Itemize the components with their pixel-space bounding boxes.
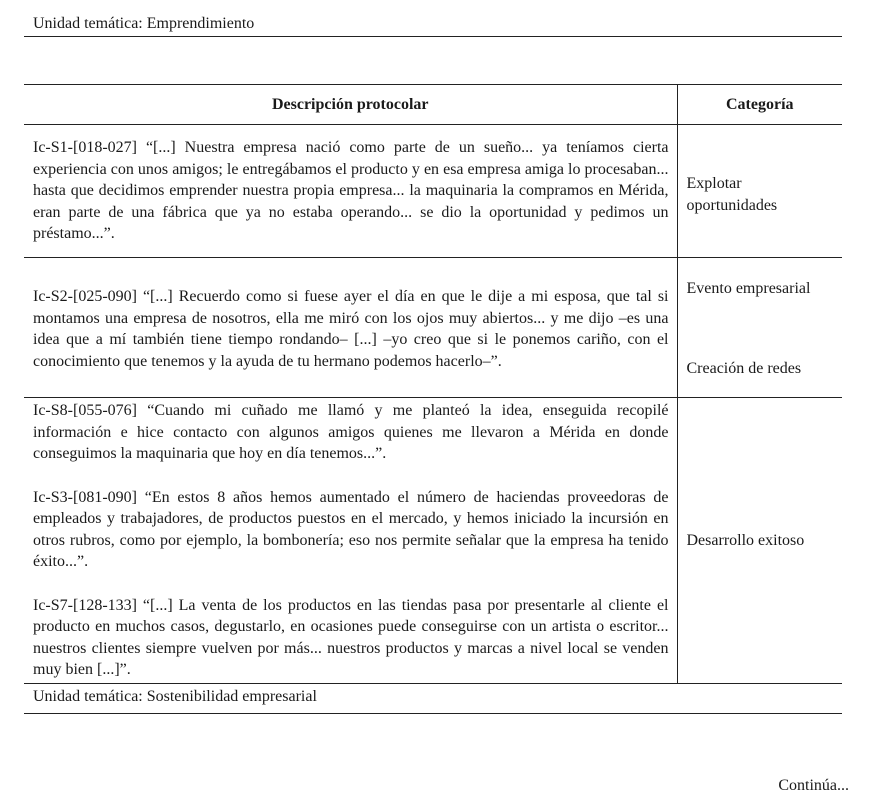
protocol-quote: Ic-S3-[081-090] “En estos 8 años hemos aumentado el número de haciendas proveedoras de empleados y trabajadores, de productos puestos en el mercado, y hemos iniciado la incursión en otros rubros, como por ejemplo, la bombonería; eso nos permite señalar que la empresa ha tenido éxito...”. [33, 488, 669, 570]
category-label: Creación de redes [686, 360, 802, 377]
protocol-quote: Ic-S7-[128-133] “[...] La venta de los productos en las tiendas pasa por presentarle al cliente el producto en muchos casos, degustarlo, en ocasiones puede conseguirse con un artista o escritor... nuestros clientes siempre vuelven por más... nuestros productos y marcas a nivel local se venden muy bien [...]”. [33, 596, 669, 678]
category-cell [677, 398, 842, 684]
category-cell [677, 125, 842, 258]
protocol-table [24, 84, 842, 684]
category-cell [677, 258, 842, 398]
description-cell [24, 125, 677, 258]
protocol-quote: Ic-S8-[055-076] “Cuando mi cuñado me llamó y me planteó la idea, enseguida recopilé información e hice contacto con algunos amigos quienes me llevaron a Mérida en donde conseguimos la maquinaria que hoy en día tenemos...”. [33, 402, 669, 462]
section-heading-emprendimiento: Unidad temática: Emprendimiento [24, 14, 842, 37]
category-label: Explotar oportunidades [686, 175, 778, 214]
continues-note: Continúa... [778, 777, 849, 794]
table-row [24, 125, 842, 258]
table-row [24, 258, 842, 398]
section-heading-sostenibilidad: Unidad temática: Sostenibilidad empresarial [24, 682, 842, 714]
category-label: Desarrollo exitoso [686, 531, 805, 549]
description-cell [24, 258, 677, 398]
category-label: Evento empresarial [686, 280, 811, 297]
table-header-row [24, 85, 842, 125]
description-cell [24, 398, 677, 684]
column-header-descripcion: Descripción protocolar [24, 85, 677, 125]
protocol-quote: Ic-S2-[025-090] “[...] Recuerdo como si fuese ayer el día en que le dije a mi esposa, que tal si montamos una empresa de nosotros, ella me miró con los ojos muy abiertos... y me dijo –es una idea que a mí también tiene tiempo rondando– [...] –yo creo que si le ponemos cariño, con el conocimiento que tenemos y la ayuda de tu hermano podemos hacerlo–”. [33, 288, 669, 370]
table-row [24, 398, 842, 684]
protocol-quote: Ic-S1-[018-027] “[...] Nuestra empresa nació como parte de un sueño... ya teníamos cierta experiencia con unos amigos; le entregábamos el producto y en esa empresa amiga lo procesaban... hasta que decidimos emprender nuestra propia empresa... la maquinaria la compramos en Mérida, eran parte de una fábrica que ya no estaba operando... se dio la oportunidad y pedimos un préstamo...”. [33, 139, 669, 242]
column-header-categoria: Categoría [677, 85, 842, 125]
